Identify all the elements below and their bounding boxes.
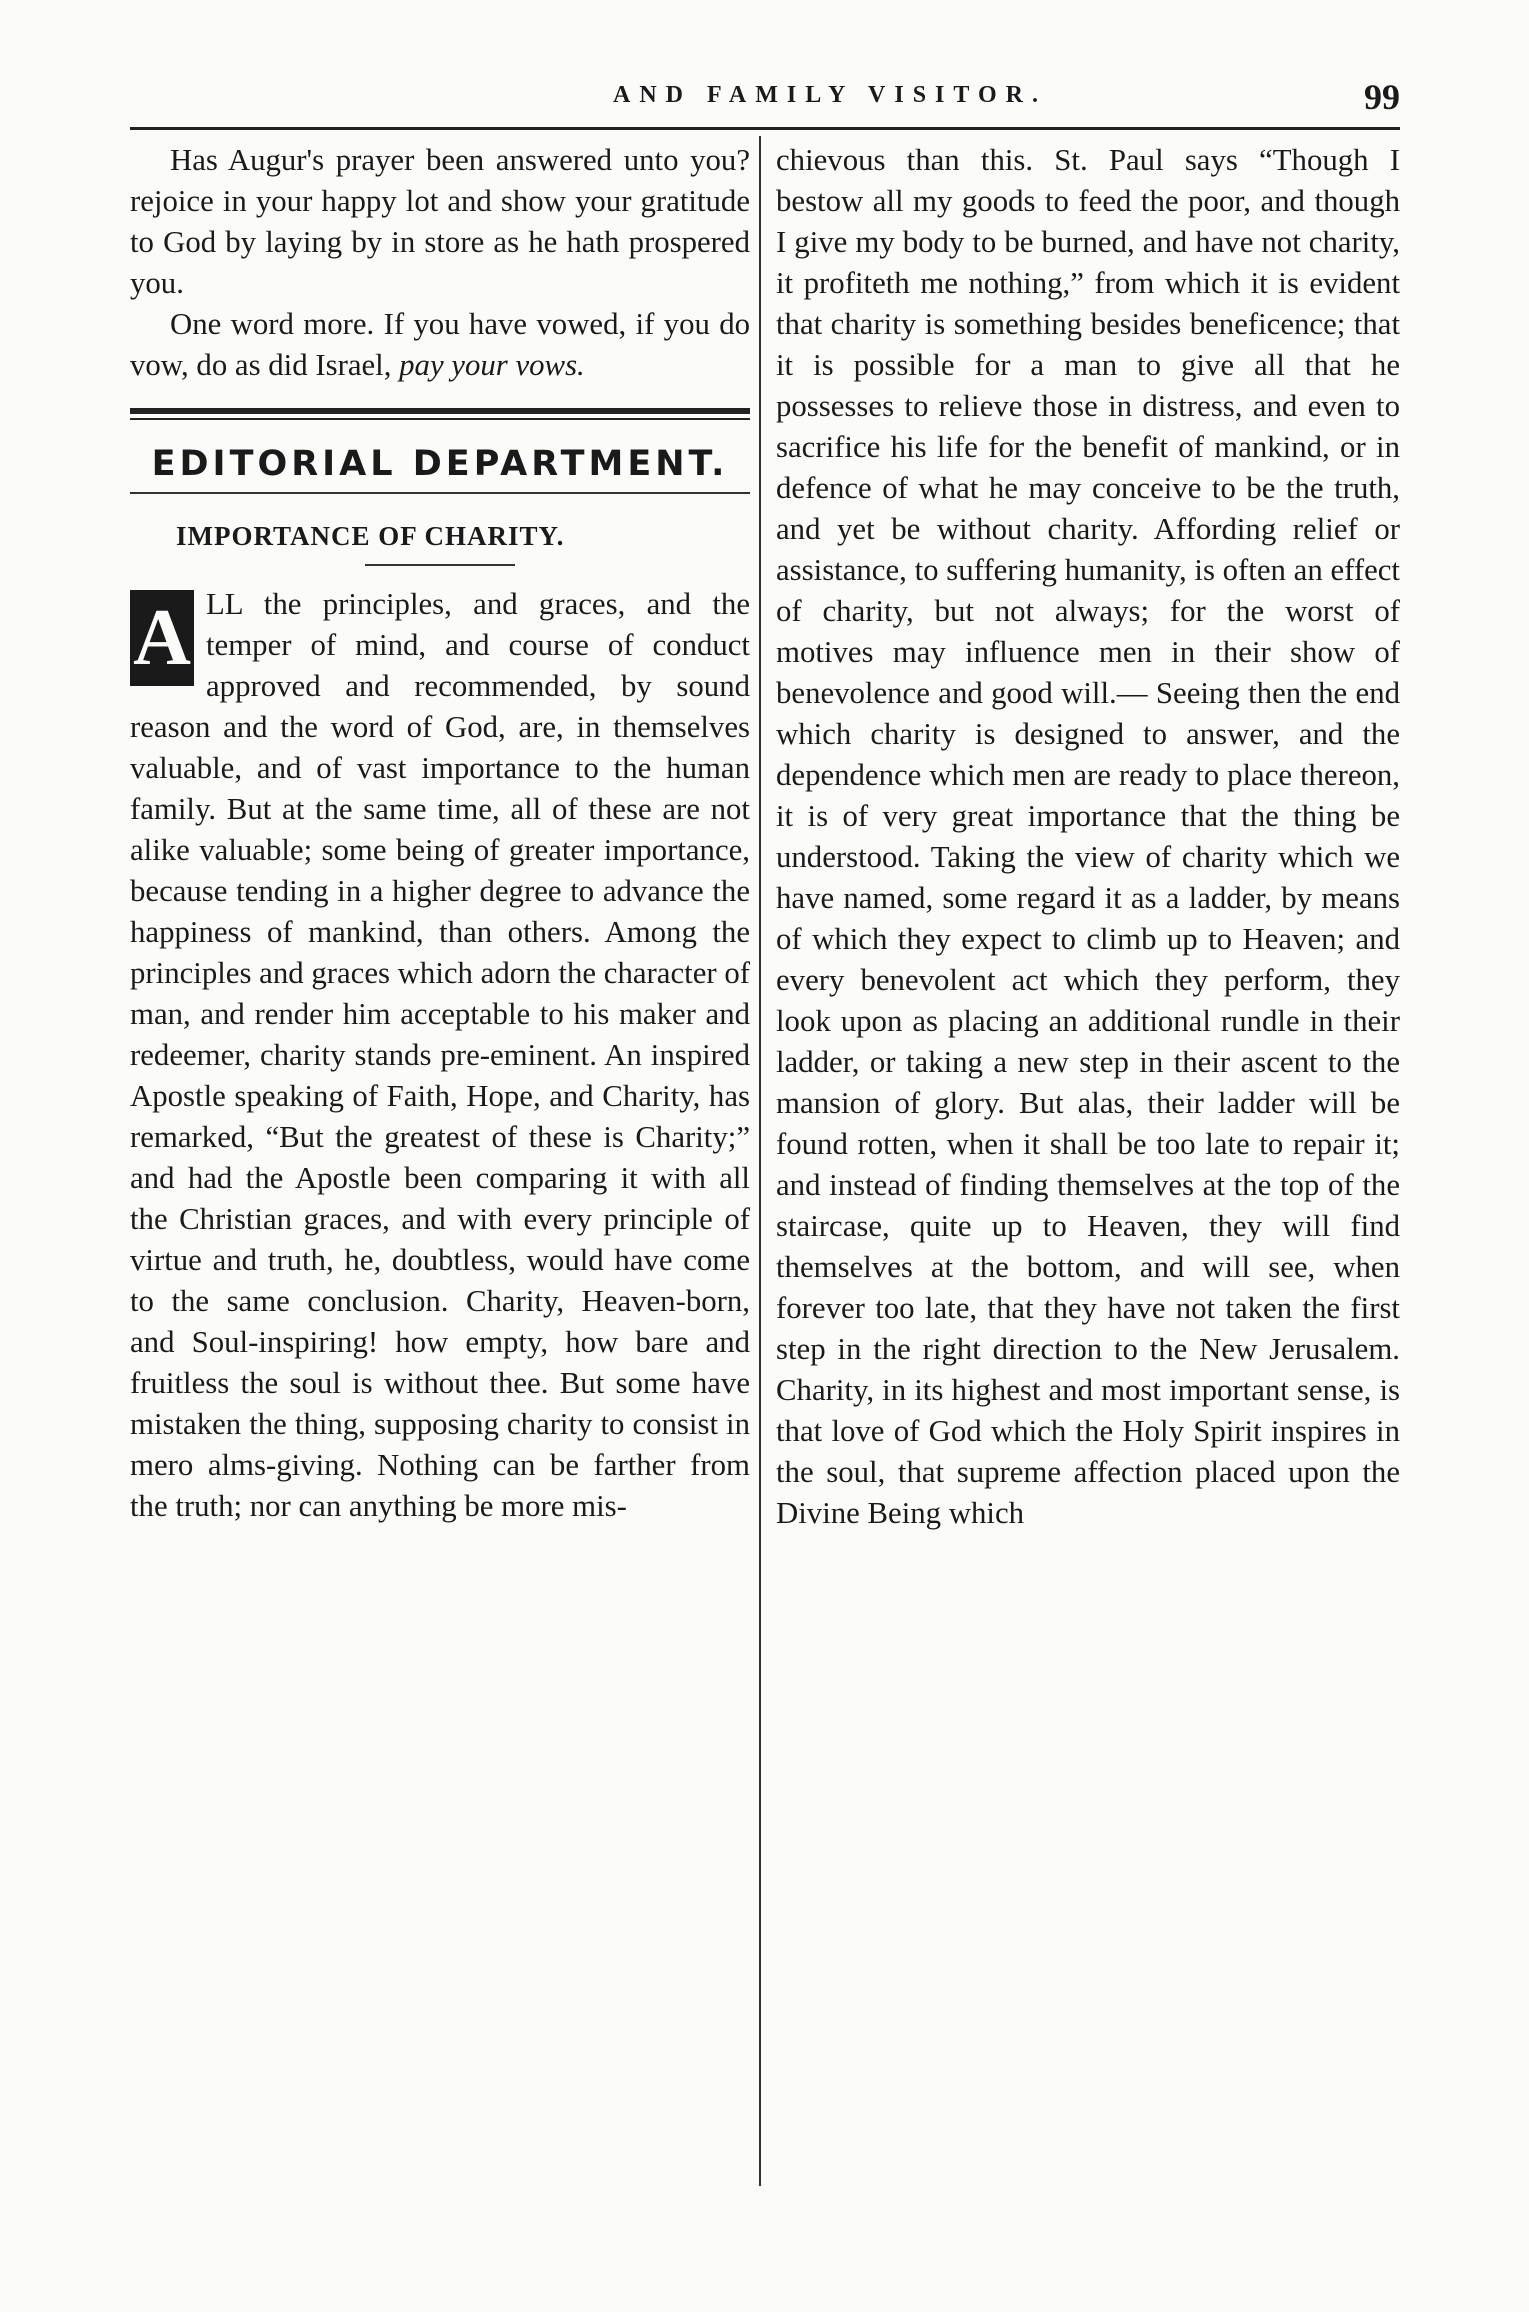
running-title: AND FAMILY VISITOR. (613, 82, 1047, 108)
article-title: IMPORTANCE OF CHARITY. (176, 521, 565, 551)
header-rule (130, 127, 1400, 130)
vow-paragraph (130, 304, 750, 386)
section-divider (130, 408, 750, 420)
left-column (130, 140, 750, 1527)
title-rule (365, 564, 515, 566)
department-underline (130, 492, 750, 494)
page-number: 99 (1364, 77, 1400, 117)
vow-paragraph-italic: pay your vows. (399, 348, 585, 382)
running-head (130, 77, 1400, 122)
column-divider (759, 136, 761, 2186)
department-heading: EDITORIAL DEPARTMENT. (151, 444, 729, 484)
article-body-right: chievous than this. St. Paul says “Though I bestow all my goods to feed the poor, and though I give my body to be burned, and have not charity, it profiteth me nothing,” from which it is evident that charity is something besides beneficence; that it is possible for a man to give all that he possesses to relieve those in distress, and even to sacrifice his life for the benefit of mankind, or in defence of what he may conceive to be the truth, and yet be without charity. Affording relief or assistance, to suffering humanity, is often an effect of charity, but not always; for the worst of motives may influence men in their show of benevolence and good will.— Seeing then the end which charity is designed to answer, and the dependence which men are ready to place thereon, it is of very great importance that the thing be understood. Taking the view of charity which we have named, some regard it as a ladder, by means of which they expect to climb up to Heaven; and every benevolent act which they perform, they look upon as placing an additional rundle in their ladder, or taking a new step in their ascent to the mansion of glory. But alas, their ladder will be found rotten, when it shall be too late to repair it; and instead of finding themselves at the top of the staircase, quite up to Heaven, they will find themselves at the bottom, and will see, when forever too late, that they have not taken the first step in the right direction to the New Jerusalem. Charity, in its highest and most important sense, is that love of God which the Holy Spirit inspires in the soul, that supreme affection placed upon the Divine Being which (776, 143, 1400, 1530)
dropcap: A (130, 590, 194, 686)
article-body-left: LL the principles, and graces, and the temper of mind, and course of conduct approved and recommended, by sound reason and the word of God, are, in themselves valuable, and of vast importance to the human family. But at the same time, all of these are not alike valuable; some being of greater importance, because tending in a higher degree to advance the happiness of mankind, than others. Among the principles and graces which adorn the character of man, and render him acceptable to his maker and redeemer, charity stands pre-eminent. An inspired Apostle speaking of Faith, Hope, and Charity, has remarked, “But the greatest of these is Charity;” and had the Apostle been comparing it with all the Christian graces, and with every principle of virtue and truth, he, doubtless, would have come to the same conclusion. Charity, Heaven-born, and Soul-inspiring! how empty, how bare and fruitless the soul is without thee. But some have mistaken the thing, supposing charity to consist in mero alms-giving. Nothing can be farther from the truth; nor can anything be more mis- (130, 587, 750, 1523)
article-body-block (130, 584, 750, 1527)
vow-paragraph-text: One word more. If you have vowed, if you do vow, do as did Israel, (130, 307, 750, 382)
opening-paragraph: Has Augur's prayer been answered unto you? rejoice in your happy lot and show your gratitude to God by laying by in store as he hath prospered you. (130, 143, 750, 300)
right-column (776, 140, 1400, 1534)
